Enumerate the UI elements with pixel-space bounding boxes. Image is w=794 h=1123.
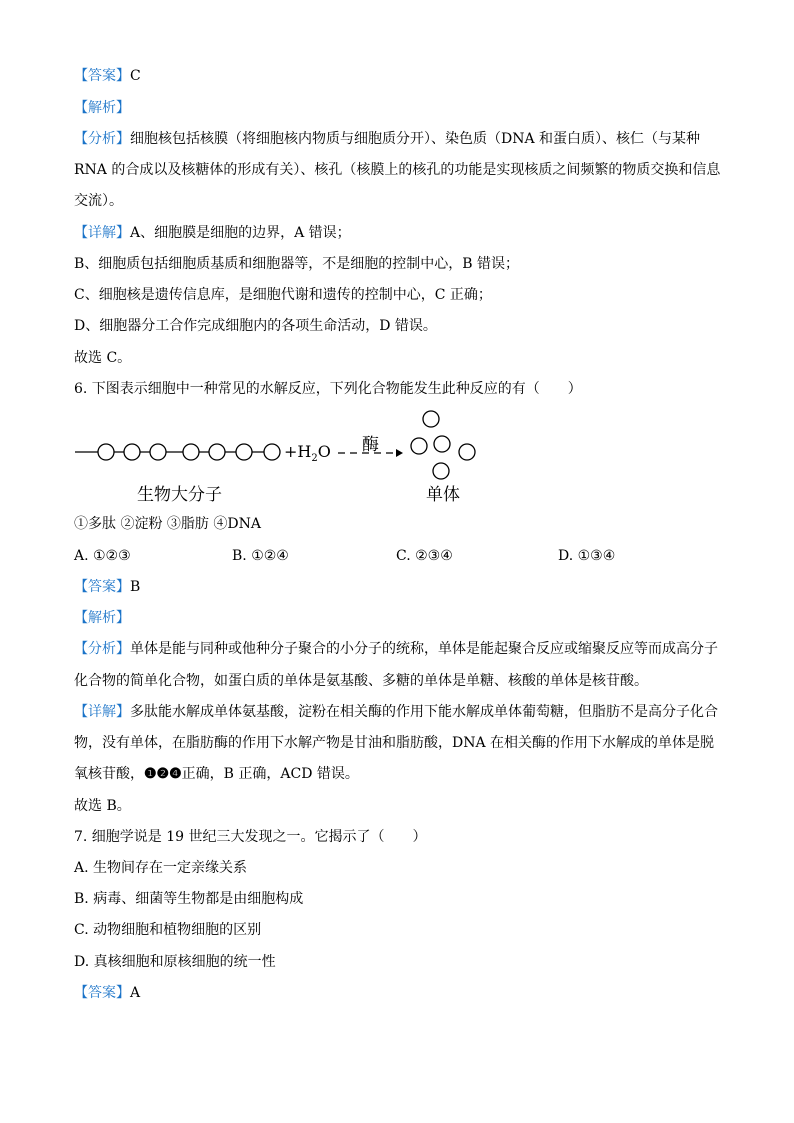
q6-analysis-line-1 xyxy=(74,639,724,659)
q6-detail-line-3: 氧核苷酸，❶❷❹正确，B 正确，ACD 错误。 xyxy=(74,766,359,782)
q7-option-a[interactable]: A. 生物间存在一定亲缘关系 xyxy=(74,860,248,876)
option-c[interactable]: C. ②③④ xyxy=(396,548,453,564)
free-monomer xyxy=(434,436,450,452)
answer-value: C xyxy=(130,68,141,84)
analysis-tag: 【分析】 xyxy=(74,641,130,657)
circled-numbers: ❶❷❹ xyxy=(144,766,182,782)
detail-text: A、细胞膜是细胞的边界，A 错误； xyxy=(130,225,351,241)
q5-analysis-line-2: RNA 的合成以及核糖体的形成有关）、核孔（核膜上的核孔的功能是实现核质之间频繁的物质交换和信息 xyxy=(74,162,721,178)
q7-option-c[interactable]: C. 动物细胞和植物细胞的区别 xyxy=(74,922,262,938)
detail-text: 多肽能水解成单体氨基酸，淀粉在相关酶的作用下能水解成单体葡萄糖，但脂肪不是高分子化合 xyxy=(130,704,718,720)
q6-items: ①多肽 ②淀粉 ③脂肪 ④DNA xyxy=(74,516,261,532)
monomer-circle xyxy=(209,444,225,460)
jiexi-tag: 【解析】 xyxy=(74,610,130,626)
answer-tag: 【答案】 xyxy=(74,68,130,84)
q6-jiexi xyxy=(74,608,724,628)
q6-question: 6. 下图表示细胞中一种常见的水解反应，下列化合物能发生此种反应的有（ ） xyxy=(74,381,582,397)
q5-analysis-line-1 xyxy=(74,129,724,149)
q5-detail-c: C、细胞核是遗传信息库，是细胞代谢和遗传的控制中心，C 正确； xyxy=(74,287,492,303)
monomer-circle xyxy=(236,444,252,460)
q6-detail-line-1 xyxy=(74,702,724,722)
q5-detail-b: B、细胞质包括细胞质基质和细胞器等，不是细胞的控制中心，B 错误； xyxy=(74,256,520,272)
detail-tag: 【详解】 xyxy=(74,225,130,241)
monomer-circle xyxy=(150,444,166,460)
q6-answer xyxy=(74,577,724,597)
monomer-circle xyxy=(98,444,114,460)
free-monomer xyxy=(423,411,439,427)
water-label: $+H_2O$ xyxy=(284,442,331,465)
analysis-text: 细胞核包括核膜（将细胞核内物质与细胞质分开）、染色质（DNA 和蛋白质）、核仁（与某种 xyxy=(130,131,701,147)
enzyme-label: 酶 xyxy=(362,435,379,455)
option-a[interactable]: A. ①②③ xyxy=(74,548,131,564)
monomer-circle xyxy=(183,444,199,460)
q6-analysis-line-2: 化合物的简单化合物，如蛋白质的单体是氨基酸、多糖的单体是单糖、核酸的单体是核苷酸。 xyxy=(74,673,648,689)
monomer-circle xyxy=(124,444,140,460)
answer-value: B xyxy=(130,579,141,595)
jiexi-tag: 【解析】 xyxy=(74,100,130,116)
analysis-tag: 【分析】 xyxy=(74,131,130,147)
q6-detail-line-2: 物，没有单体，在脂肪酶的作用下水解产物是甘油和脂肪酸，DNA 在相关酶的作用下水解成的单体是脱 xyxy=(74,735,715,751)
q7-question: 7. 细胞学说是 19 世纪三大发现之一。它揭示了（ ） xyxy=(74,829,427,845)
q6-conclusion: 故选 B。 xyxy=(74,798,131,814)
monomer-label: 单体 xyxy=(426,485,460,505)
q5-detail-d: D、细胞器分工合作完成细胞内的各项生命活动，D 错误。 xyxy=(74,318,437,334)
q7-option-b[interactable]: B. 病毒、细菌等生物都是由细胞构成 xyxy=(74,891,304,907)
detail-tag: 【详解】 xyxy=(74,704,130,720)
answer-value: A xyxy=(130,985,141,1001)
q7-option-d[interactable]: D. 真核细胞和原核细胞的统一性 xyxy=(74,954,276,970)
q6-options xyxy=(74,546,724,566)
free-monomer xyxy=(411,438,427,454)
option-d[interactable]: D. ①③④ xyxy=(558,548,616,564)
q5-conclusion: 故选 C。 xyxy=(74,350,132,366)
monomer-circle xyxy=(264,444,280,460)
q5-jiexi xyxy=(74,98,724,118)
free-monomer xyxy=(459,444,475,460)
answer-tag: 【答案】 xyxy=(74,985,130,1001)
q5-analysis-line-3: 交流）。 xyxy=(74,193,123,209)
hydrolysis-diagram xyxy=(70,402,510,505)
answer-tag: 【答案】 xyxy=(74,579,130,595)
option-b[interactable]: B. ①②④ xyxy=(232,548,289,564)
q5-detail-a xyxy=(74,223,724,243)
q5-answer xyxy=(74,66,724,86)
free-monomer xyxy=(433,463,449,479)
arrow-head xyxy=(396,449,403,457)
q7-answer xyxy=(74,983,724,1003)
macromolecule-label: 生物大分子 xyxy=(137,485,222,505)
analysis-text: 单体是能与同种或他种分子聚合的小分子的统称，单体是能起聚合反应或缩聚反应等而成高分子 xyxy=(130,641,718,657)
